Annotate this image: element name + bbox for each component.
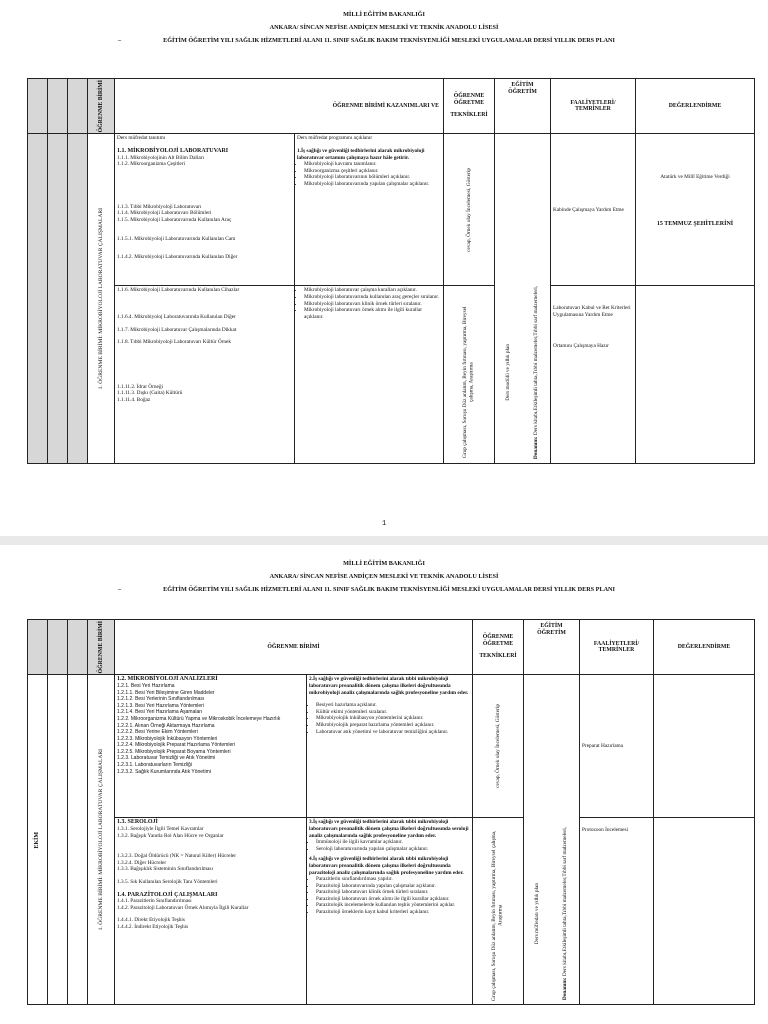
header-dash: – [118,37,122,44]
techniques-cell: cevap, Örnek olay İncelemesi, Gösterip [444,134,495,286]
week-cell [48,675,68,1005]
techniques-cell: cevap, Örnek olay İncelemesi, Gösterip [473,675,524,818]
hour-cell [68,675,88,1005]
evaluation-header: DEĞERLENDİRME [636,79,755,134]
outcomes-cell: 3.İş sağlığı ve güvenliği tedbirlerini alarak tıbbi mikrobiyoloji laboratuvarı preanalitik dönem çalışma ilkeleri doğrultusunda seroloji analiz çalışmalarında sağlık profesyoneline yardım eder. • İmmünoloji ile ilgili kavramlar açıklanır. • Seroloji laboratuvarında yapılan çalışmalar açıklanır. 4.İş sağlığı ve güvenliği tedbirlerini alarak tıbbi mikrobiyoloji laboratuvarı preanalitik dönem çalışma ilkeleri doğrultusunda parazitoloji analiz çalışmalarında sağlık profesyoneline yardım eder. • Parazitlerin sınıflandırılması yapılır. • Parazitoloji laboratuvarında yapılan çalışmalar açıklanır. • Parazitoloji laboratuvarı klinik örnek türleri sıralanır. • Parazitoloji laboratuvarı örnek alımı ile ilgili kurallar açıklanır. • Parazitolojik incelemelerde kullanılan teşhis yöntemlerini açıklar. • Parazitoloji örneklerin kayıt kabul kriterleri açıklanır. [307,818,473,1005]
method-cell: Ders müfredatı ve yıllık plan Donanım: Ders kitabı,Etkileşimli tahta,Tıbbi malzemeler,Tıbbi sarf malzemeleri, [524,675,580,1005]
method-header: EĞİTİM ÖĞRETİM [495,79,551,134]
month-cell: EKİM [28,675,48,1005]
techniques-cell: Grup çalışması, Soruşu Düz anlatım, Beyin fırtınası, yaptırma, Bireysel çalışma, Araştırma [444,286,495,464]
header-row [28,79,755,134]
method-header: EĞİTİM ÖĞRETİM [524,620,580,675]
hour-header [68,620,88,675]
topics-cell: 1.1.6. Mikrobiyoloji Laboratuvarında Kullanılan Cihazlar 1.1.6.4. Mikrobiyoloj Laboratuvarında Kullanılan Diğer 1.1.7. Mikrobiyoloji Laboratuvar Çalışmalarında Dikkat 1.1.8. Tıbbi Mikrobiyoloji Laboratuvarı Kültür Örnek 1.1.11.2. İdrar Örneği 1.1.11.3. Dışkı (Gaita) Kültürü 1.1.11.4. Boğaz [115,286,295,464]
evaluation-cell [654,675,755,818]
ministry-title: MİLLİ EĞİTİM BAKANLIĞI [343,560,425,567]
header-dash: – [118,586,122,593]
activities-cell: Protozoon İncelemesi [580,818,654,1005]
activities-cell: Laboratuvarı Kabul ve Ret Kriterleri Uygulamasına Yardım Etme Ortamını Çalışmaya Hazır [551,286,636,464]
month-header [28,79,48,134]
evaluation-cell: Atatürk ve Millî Eğitime Verdiği 15 TEMMUZ ŞEHİTLERİNİ [636,134,755,286]
outcomes-cell: Ders müfredat programını açıklanır 1.İş sağlığı ve güvenliği tedbirlerini alarak mikrobiyoloji laboratuvar ortamını çalışmaya hazır hâle getirir. • Mikrobiyoloji kavramı tanımlanır. • Mikroorganizma çeşitleri açıklanır. • Mikrobiyoloji laboratuvarının bölümleri açıklanır. • Mikrobiyoloji laboratuvarında yapılan çalışmalar açıklanır. [295,134,444,286]
evaluation-cell [636,286,755,464]
method-cell: Ders modülü ve yıllık plan Donanım: Ders kitabı,Etkileşimli tahta,Tıbbi malzemeler,Tıbbi sarf malzemeleri, [495,134,551,464]
month-cell [28,134,48,464]
activities-header: FAALİYETLERİ/ TEMRİNLER [551,79,636,134]
techniques-cell: Grup çalışması, Soruşu Düz anlatım, Beyin fırtınası, yaptırma, Bireysel çalışma, Araştırma [473,818,524,1005]
page-number: 1 [382,520,387,528]
header-row [28,620,755,675]
plan-title: EĞİTİM ÖĞRETİM YILI SAĞLIK HİZMETLERİ ALANI 11. SINIF SAĞLIK BAKIM TEKNİSYENLİĞİ MESLEKİ UYGULAMALAR DERSİ YILLIK DERS PLANI [163,586,615,593]
techniques-header: ÖĞRENME ÖĞRETME TEKNİKLERİ [444,79,495,134]
plan-title: EĞİTİM ÖĞRETİM YILI SAĞLIK HİZMETLERİ ALANI 11. SINIF SAĞLIK BAKIM TEKNİSYENLİĞİ MESLEKİ UYGULAMALAR DERSİ YILLIK DERS PLANI [163,37,615,44]
techniques-header: ÖĞRENME ÖĞRETME TEKNİKLERİ [473,620,524,675]
ministry-title: MİLLİ EĞİTİM BAKANLIĞI [343,11,425,18]
table-row [28,675,755,818]
evaluation-header: DEĞERLENDİRME [654,620,755,675]
topics-cell: 1.2. MİKROBİYOLOJİ ANALİZLERİ 1.2.1. Besi Yeri Hazırlama 1.2.1.1. Besi Yeri Bileşimine Giren Maddeler 1.2.1.2. Besi Yerlerinin Sınıflandırılması 1.2.1.3. Besi Yeri Hazırlama Yöntemleri 1.2.1.4. Besi Yeri Hazırlama Aşamaları 1.2.2. Mikroorganizma Kültürü Yapma ve Mikroskobik İncelemeye Hazırlık 1.2.2.1. Alınan Örneği Aktarmaya Hazırlama 1.2.2.2. Besi Yerine Ekim Yöntemleri 1.2.2.3. Mikrobiyolojik İnkübasyon Yöntemleri 1.2.2.4. Mikrobiyolojik Preparat Hazırlama Yöntemleri 1.2.2.5. Mikrobiyolojik Preparat Boyama Yöntemleri 1.2.3. Laboratuvar Temizliği ve Atık Yönetimi 1.2.3.1. Laboratuvarların Temizliği 1.2.3.2. Sağlık Kurumlarında Atık Yönetimi [115,675,307,818]
unit-cell: 1. ÖĞRENME BİRİMİ: MİKROBİYOLOJİ LABORATUVAR ÇALIŞMALARI [88,134,115,464]
unit-header: ÖĞRENME BİRİMİ [88,620,115,675]
hour-cell [68,134,88,464]
table-row [28,818,755,1005]
school-title: ANKARA/ SİNCAN NEFİSE ANDİÇEN MESLEKİ VE TEKNİK ANADOLU LİSESİ [269,573,499,580]
activities-cell: Kabinde Çalışmaya Yardım Etme [551,134,636,286]
outcomes-header: ÖĞRENME BİRİMİ KAZANIMLARI VE [115,79,444,134]
outcomes-cell: 2.İş sağlığı ve güvenliği tedbirlerini alarak tıbbi mikrobiyoloji laboratuvarı preanalitik dönem çalışma ilkeleri doğrultusunda mikrobiyoloji analiz çalışmalarında sağlık profesyoneline yardım eder. • Besiyeri hazırlama açıklanır. • Kültür ekimi yöntemleri sıralanır. • Mikrobiyolojik inkübasyon yöntemlerini açıklanır. • Mikrobiyolojik preparat hazırlama yöntemleri açıklanır. • Laboratuvar atık yönetimi ve laboratuvar temizliğini açıklanır. [307,675,473,818]
month-header [28,620,48,675]
unit-header: ÖĞRENME BİRİMİ [88,79,115,134]
topics-cell: Ders müfredat tanıtımı 1.1. MİKROBİYOLOJİ LABORATUVARI 1.1.1. Mikrobiyolojinin Alt Bilim Dalları 1.1.2. Mikroorganizma Çeşitleri 1.1.3. Tıbbi Mikrobiyoloji Laboratuvarı 1.1.4. Mikrobiyoloji Laboratuvarı Bölümleri 1.1.5. Mikrobiyoloji Laboratuvarında Kullanılan Araç 1.1.5.1. Mikrobiyoloji Laboratuvarında Kullanılan Cam 1.1.4.2. Mikrobiyoloji Laboratuvarında Kullanılan Diğer [115,134,295,286]
page-header [0,557,768,596]
school-title: ANKARA/ SİNCAN NEFİSE ANDİÇEN MESLEKİ VE TEKNİK ANADOLU LİSESİ [269,24,499,31]
evaluation-cell [654,818,755,1005]
plan-table-1 [27,78,755,464]
activities-cell: Preparat Hazırlama [580,675,654,818]
table-row [28,286,755,464]
week-header [48,79,68,134]
outcomes-header: ÖĞRENME BİRİMİ [115,620,473,675]
plan-table-2 [27,619,755,1005]
unit-cell: 1. ÖĞRENME BİRİMİ: MİKROBİYOLOJİ LABORATUVAR ÇALIŞMALARI [88,675,115,1005]
page-header [0,8,768,47]
activities-header: FAALİYETLERİ/ TEMRİNLER [580,620,654,675]
topics-cell: 1.3. SEROLOJİ 1.3.1. Serolojiyle İlgili Temel Kavramlar 1.3.2. Bağışık Yanıtla Rol Alan Hücre ve Organlar 1.3.2.3. Doğal Öldürücü (NK = Natural Killer) Hücreler 1.3.2.4. Diğer Hücreler 1.3.3. Bağışıklık Sisteminin Sınıflandırılması 1.3.5. Sık Kullanılan Serolojik Tanı Yöntemleri 1.4. PARAZİTOLOJİ ÇALIŞMALARI 1.4.1. Parazitlerin Sınıflandırılması 1.4.2. Parazitoloji Laboratuvarı Örnek Alımıyla İlgili Kurallar 1.4.4.1. Direkt Etiyolojik Teşhis 1.4.4.2. İndirekt Etiyolojik Teşhis [115,818,307,1005]
document-page-2 [0,545,768,1024]
week-cell [48,134,68,464]
table-row [28,134,755,286]
week-header [48,620,68,675]
hour-header [68,79,88,134]
outcomes-cell: • Mikrobiyoloji laboratuvar çalışma kuralları açıklanır. • Mikrobiyoloji laboratuvarında kullanılan araç gereçler sıralanır. • Mikrobiyoloji laboratuvarı klinik örnek türleri sıralanır. • Mikrobiyoloji laboratuvarı örnek alımı ile ilgili kurallar açıklanır. [295,286,444,464]
